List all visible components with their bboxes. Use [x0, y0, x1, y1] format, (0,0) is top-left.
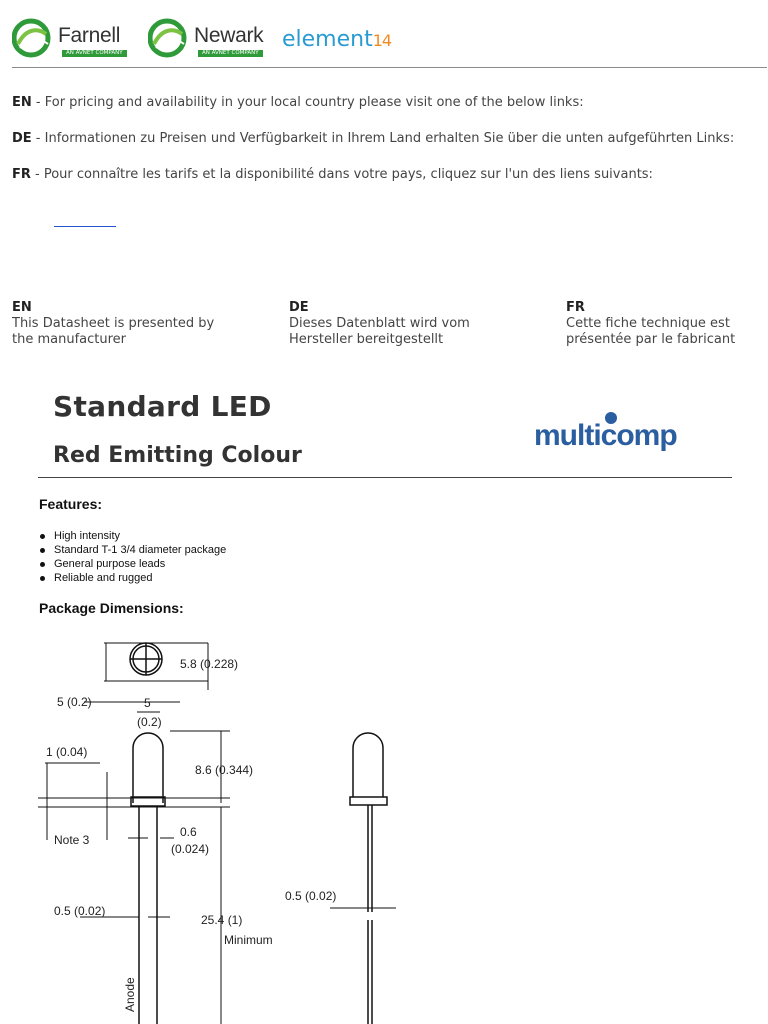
- bullet-icon: [40, 548, 45, 553]
- lang-line-de: [12, 131, 734, 146]
- newark-name: Newark: [194, 24, 264, 47]
- lang-code-de: DE: [12, 131, 32, 146]
- notice-fr-line1: Cette fiche technique est: [566, 316, 730, 331]
- farnell-tagline: AN AVNET COMPANY: [62, 50, 127, 57]
- element14-number: 14: [372, 31, 392, 50]
- farnell-swirl-icon: [12, 18, 54, 58]
- features-list: [39, 529, 226, 585]
- dim-label: Minimum: [224, 933, 273, 947]
- package-heading: Package Dimensions:: [39, 600, 184, 616]
- dim-label: 25.4 (1): [201, 913, 243, 927]
- multicomp-logo: multicomp: [534, 419, 677, 452]
- bullet-icon: [40, 576, 45, 581]
- notice-en-code: EN: [12, 300, 32, 315]
- newark-tagline: AN AVNET COMPANY: [198, 50, 263, 57]
- dim-label: 8.6 (0.344): [195, 763, 254, 777]
- element14-text: element: [282, 27, 373, 52]
- country-link[interactable]: [54, 226, 116, 227]
- dim-label: 5 (0.2): [57, 695, 92, 709]
- datasheet-subtitle: Red Emitting Colour: [53, 443, 302, 468]
- dim-label: 0.5 (0.02): [285, 889, 337, 903]
- notice-fr-line2: présentée par le fabricant: [566, 332, 736, 347]
- lang-text-fr: - Pour connaître les tarifs et la disponibilité dans votre pays, cliquez sur l'un des liens suivants:: [30, 167, 653, 182]
- lang-code-en: EN: [12, 95, 32, 110]
- element14-logo[interactable]: [282, 27, 391, 52]
- notice-en: [12, 300, 214, 348]
- dim-label: 5: [144, 696, 151, 710]
- dim-label: 0.5 (0.02): [54, 904, 106, 918]
- list-item: [39, 571, 226, 585]
- dim-label: 5.8 (0.228): [180, 657, 239, 671]
- feature-text: General purpose leads: [54, 558, 166, 570]
- anode-label: Anode: [123, 977, 137, 1012]
- notice-fr-code: FR: [566, 300, 585, 315]
- dim-label: 1 (0.04): [46, 745, 88, 759]
- datasheet-divider: [38, 477, 732, 478]
- header-divider: [12, 67, 767, 68]
- farnell-name: Farnell: [58, 24, 121, 47]
- lang-line-fr: [12, 167, 653, 182]
- notice-en-line2: the manufacturer: [12, 332, 127, 347]
- notice-de: [289, 300, 470, 348]
- lang-text-de: - Informationen zu Preisen und Verfügbarkeit in Ihrem Land erhalten Sie über die unten aufgeführten Links:: [31, 131, 735, 146]
- package-dimension-drawing: [0, 620, 768, 1024]
- feature-text: High intensity: [54, 530, 121, 542]
- feature-text: Standard T-1 3/4 diameter package: [54, 544, 227, 556]
- notice-en-line1: This Datasheet is presented by: [12, 316, 215, 331]
- notice-de-code: DE: [289, 300, 309, 315]
- dim-label: 0.6: [180, 825, 197, 839]
- bullet-icon: [40, 562, 45, 567]
- datasheet-title: Standard LED: [53, 390, 272, 423]
- notice-de-line1: Dieses Datenblatt wird vom: [289, 316, 470, 331]
- list-item: [39, 529, 226, 543]
- dim-label: (0.024): [171, 842, 210, 856]
- notice-de-line2: Hersteller bereitgestellt: [289, 332, 444, 347]
- list-item: [39, 557, 226, 571]
- features-heading: Features:: [39, 496, 103, 512]
- notice-fr: [566, 300, 735, 348]
- newark-swirl-icon: [148, 18, 190, 58]
- bullet-icon: [40, 534, 45, 539]
- lang-code-fr: FR: [12, 167, 31, 182]
- lang-line-en: [12, 95, 584, 110]
- dim-label: (0.2): [137, 715, 162, 729]
- dim-label: Note 3: [54, 833, 90, 847]
- led-profile-view: [330, 733, 396, 1024]
- lang-text-en: - For pricing and availability in your local country please visit one of the below links:: [31, 95, 584, 110]
- feature-text: Reliable and rugged: [54, 572, 153, 584]
- list-item: [39, 543, 226, 557]
